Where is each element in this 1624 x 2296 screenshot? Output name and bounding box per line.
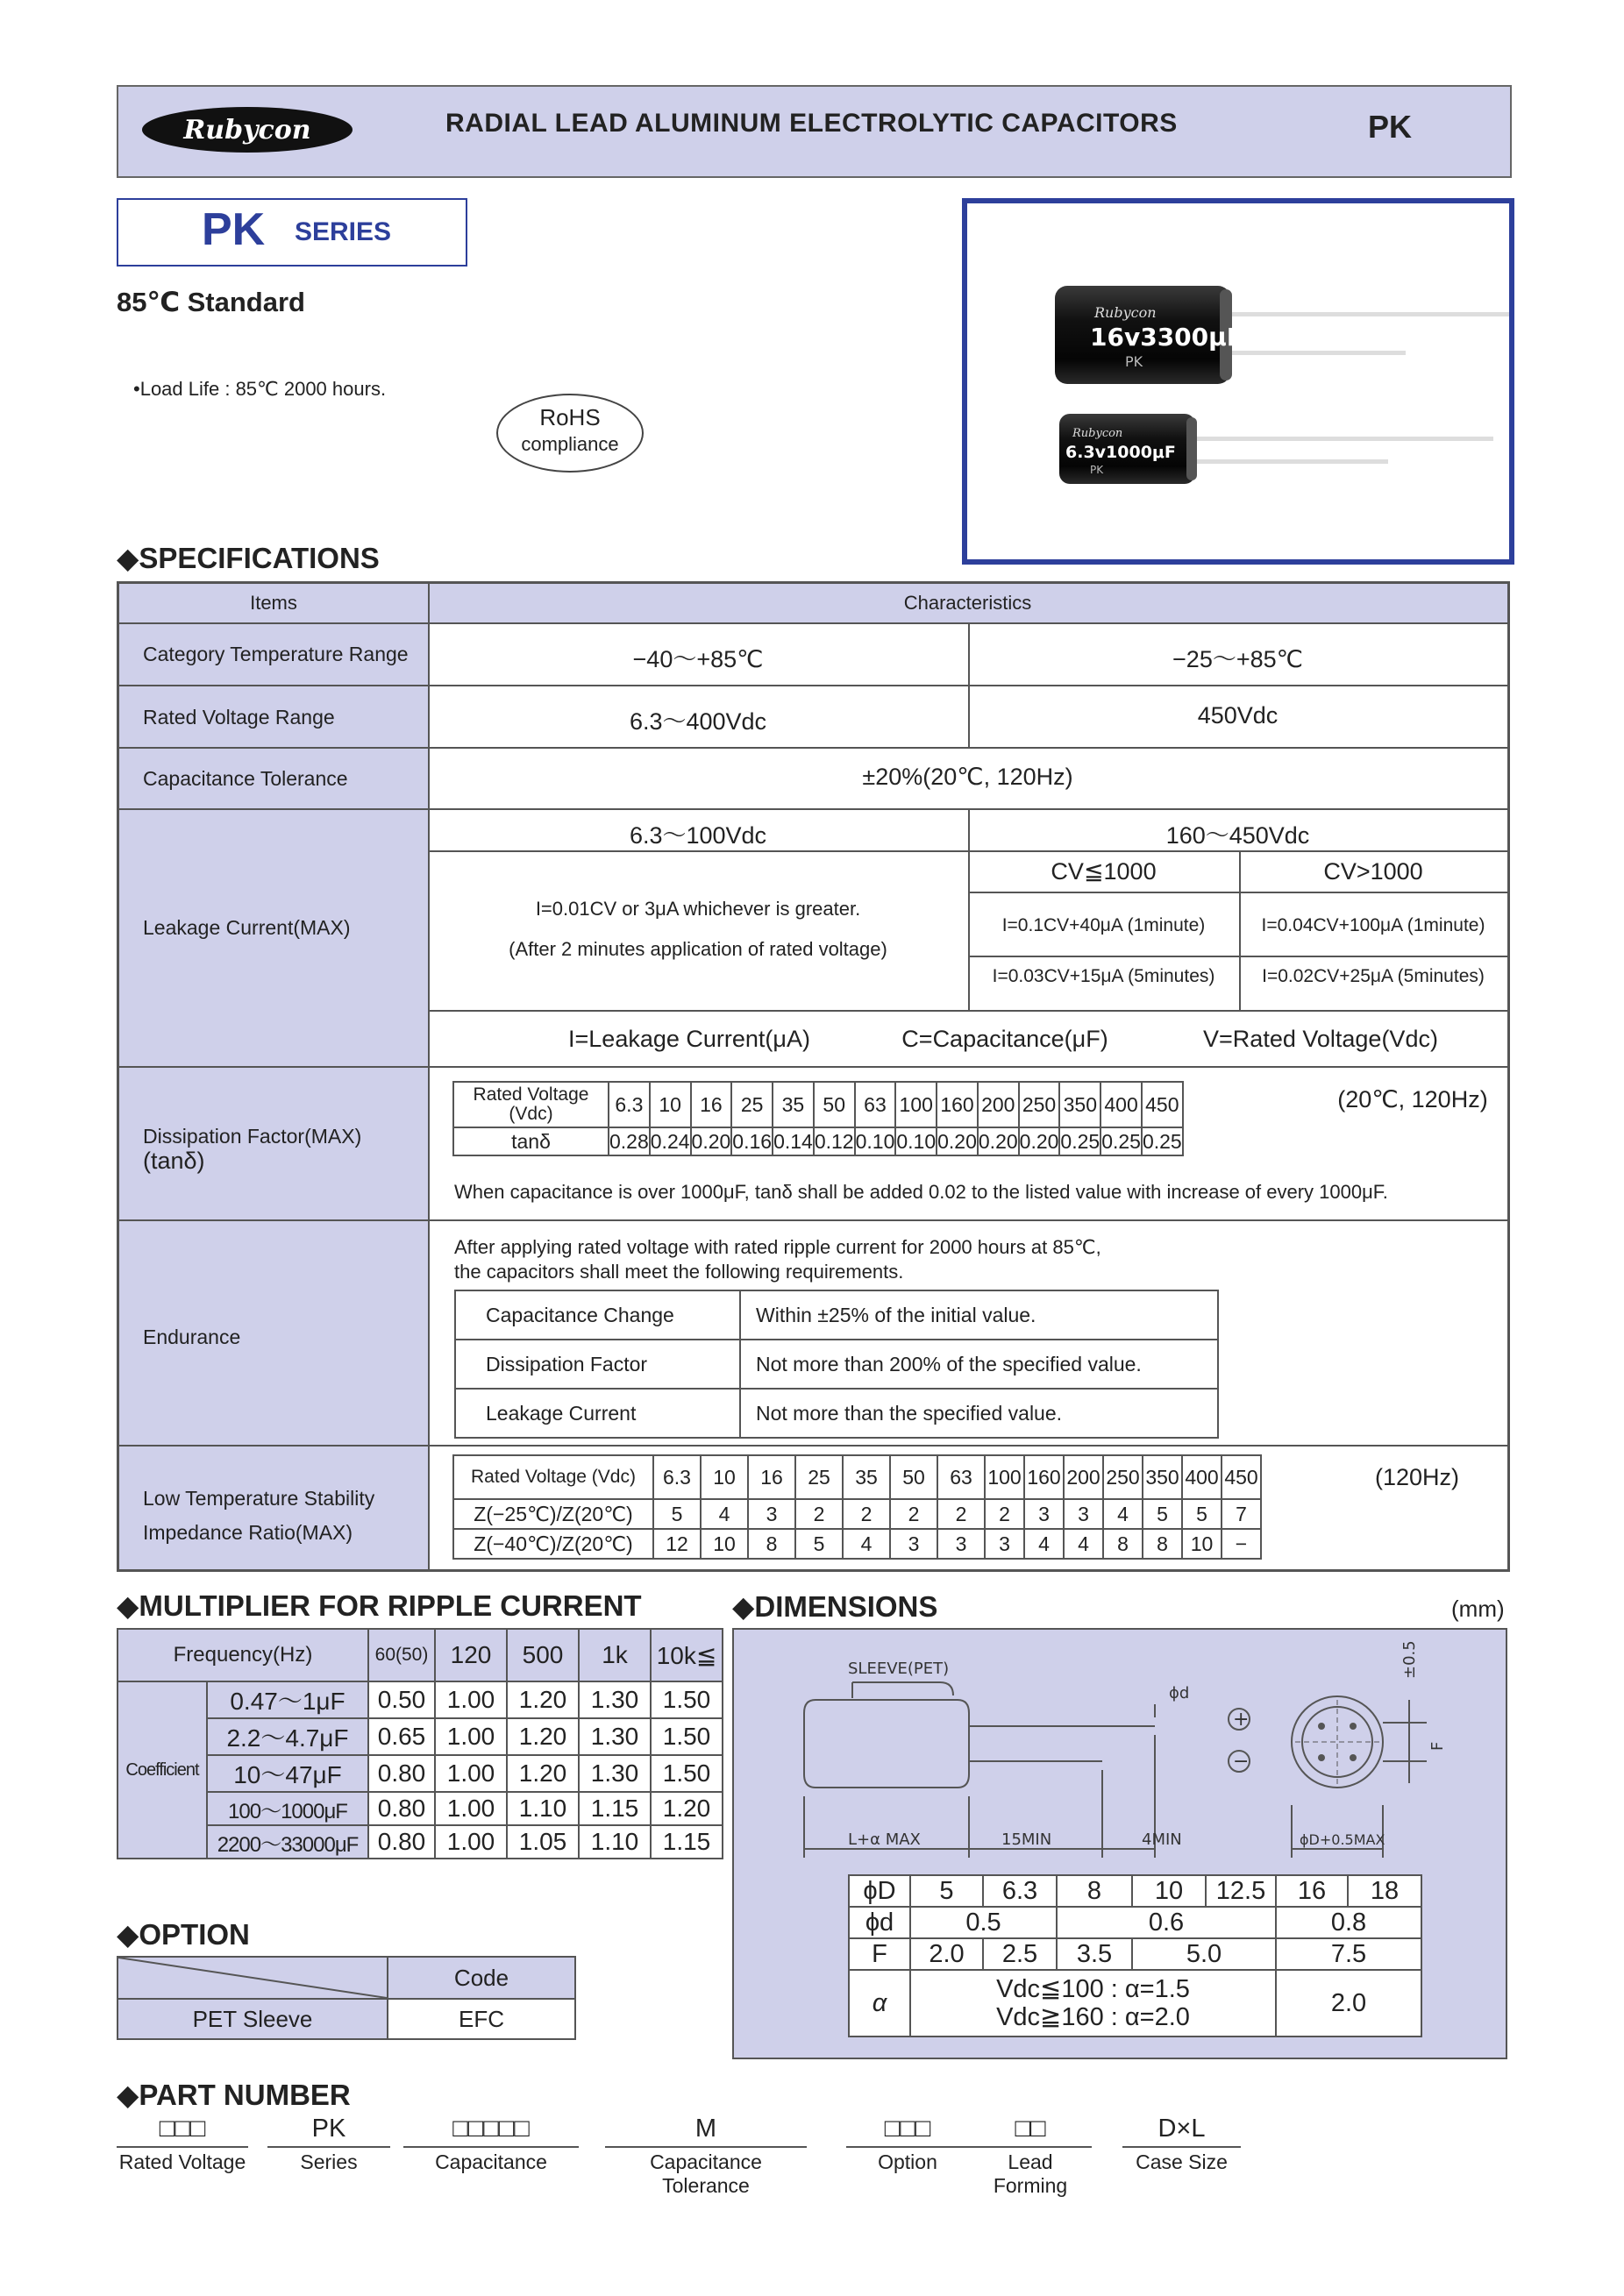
dim-F-value: 5.0 [1132,1938,1276,1970]
df-voltage: 35 [773,1082,814,1127]
lt-r2-value: 10 [1182,1529,1222,1559]
rohs-badge [496,394,644,473]
capacitor-illustration [967,203,1509,559]
part-number-heading: ◆PART NUMBER [117,2079,351,2111]
dim-F-value: 7.5 [1276,1938,1421,1970]
lt-voltage: 160 [1024,1455,1064,1499]
df-tan-value: 0.10 [855,1127,896,1155]
df-tan-value: 0.24 [650,1127,691,1155]
part-number-code: □□□ [117,2115,248,2148]
df-voltage: 100 [895,1082,937,1127]
cv-high-1min: I=0.04CV+100μA (1minute) [1261,915,1485,935]
lt-r1-value: 2 [795,1499,843,1529]
dim-phiD-value: 18 [1348,1875,1421,1907]
lt-r2-label: Z(−40℃)/Z(20℃) [453,1529,653,1559]
option-code: EFC [388,1999,575,2039]
lt-voltage: 350 [1143,1455,1182,1499]
ripple-coefficient: 1.20 [507,1755,579,1792]
ripple-cap-range: 2200〜33000μF [207,1825,368,1859]
lowtemp-label2: Impedance Ratio(MAX) [143,1521,353,1544]
ripple-heading: ◆MULTIPLIER FOR RIPPLE CURRENT [117,1589,642,1622]
cv-low-5min: I=0.03CV+15μA (5minutes) [992,966,1215,986]
cap1-brand: Rubycon [1094,304,1157,321]
lt-voltage: 200 [1064,1455,1103,1499]
ripple-table [117,1628,723,1859]
ripple-coefficient: 1.00 [435,1792,507,1825]
part-number-code: PK [267,2115,390,2148]
ripple-coefficient: 0.65 [368,1718,435,1755]
rohs-line1: RoHS [539,404,601,430]
df-voltage: 350 [1059,1082,1100,1127]
ripple-cap-range: 2.2〜4.7μF [207,1718,368,1755]
df-voltage: 16 [691,1082,732,1127]
part-number-field [403,2115,579,2174]
lt-r1-label: Z(−25℃)/Z(20℃) [453,1499,653,1529]
lt-r1-value: 4 [701,1499,748,1529]
df-tan-value: 0.10 [895,1127,937,1155]
lt-voltage: 63 [937,1455,985,1499]
ripple-coefficient: 1.30 [579,1681,651,1718]
df-tan-value: 0.25 [1100,1127,1142,1155]
cv-low-1min: I=0.1CV+40μA (1minute) [1001,915,1206,935]
cv-low-label: CV≦1000 [1051,858,1157,885]
dim-F-value: 2.0 [910,1938,983,1970]
lt-r1-value: 5 [1182,1499,1222,1529]
df-note: When capacitance is over 1000μF, tanδ shall be added 0.02 to the listed value with increase of every 1000μF. [454,1181,1388,1203]
dimension-drawing [734,1630,1506,1858]
lt-r1-value: 3 [1024,1499,1064,1529]
df-tan-value: 0.25 [1059,1127,1100,1155]
df-tan-value: 0.20 [937,1127,978,1155]
dim-phid-value: 0.5 [910,1907,1057,1938]
dim-phid: ϕd [1169,1684,1190,1702]
lt-r2-value: 5 [795,1529,843,1559]
def-capacitance: C=Capacitance(μF) [901,1026,1108,1052]
lt-r1-value: 7 [1222,1499,1261,1529]
df-voltage: 25 [731,1082,773,1127]
lt-r2-value: 12 [653,1529,701,1559]
lt-r1-value: 3 [1064,1499,1103,1529]
header-title: RADIAL LEAD ALUMINUM ELECTROLYTIC CAPACITORS [445,109,1178,138]
part-number-label: Capacitance Tolerance [650,2150,762,2197]
df-voltage: 10 [650,1082,691,1127]
df-tan-value: 0.14 [773,1127,814,1155]
specifications-heading: ◆SPECIFICATIONS [117,542,380,574]
cap2-series: PK [1090,464,1104,476]
part-number-code: D×L [1122,2115,1241,2148]
lt-voltage: 250 [1103,1455,1143,1499]
dim-tolerance: ±0.5 [1400,1640,1419,1679]
lt-r1-value: 2 [843,1499,890,1529]
dim-F-value: 3.5 [1057,1938,1132,1970]
def-leakage: I=Leakage Current(μA) [568,1026,810,1052]
ripple-freq: 500 [507,1629,579,1681]
tolerance-label: Capacitance Tolerance [143,767,348,790]
ripple-cap-range: 10〜47μF [207,1755,368,1792]
dim-alpha-value [910,1970,1276,2037]
ripple-cap-range: 0.47〜1μF [207,1681,368,1718]
df-voltage: 450 [1142,1082,1183,1127]
df-label: Dissipation Factor(MAX) [143,1125,362,1148]
ripple-freq: 10k≦ [651,1629,723,1681]
dim-alpha-line1: Vdc≦100 : α=1.5 [996,1975,1190,2003]
ripple-coefficient: 1.20 [507,1681,579,1718]
endurance-criteria: Within ±25% of the initial value. [740,1290,1218,1340]
df-label-tan: (tanδ) [143,1148,205,1174]
endurance-intro1: After applying rated voltage with rated ripple current for 2000 hours at 85℃, [454,1236,1101,1258]
leakage-label: Leakage Current(MAX) [143,916,351,939]
lt-r2-value: 8 [748,1529,795,1559]
ripple-coefficient: 1.00 [435,1755,507,1792]
endurance-criteria: Not more than the specified value. [740,1389,1218,1438]
ripple-coefficient: 1.15 [651,1825,723,1859]
lt-voltage: 50 [890,1455,937,1499]
dim-phiD-value: 12.5 [1206,1875,1276,1907]
dim-lmax: L+α MAX [848,1830,921,1849]
endurance-criteria: Not more than 200% of the specified value. [740,1340,1218,1389]
df-voltage: 400 [1100,1082,1142,1127]
leakage-low-range: 6.3〜100Vdc [629,822,767,849]
ripple-coefficient: 1.50 [651,1681,723,1718]
lowtemp-table [452,1454,1262,1560]
lowtemp-condition: (120Hz) [1374,1464,1460,1490]
tolerance-value: ±20%(20℃, 120Hz) [862,764,1073,790]
dim-alpha-line2: Vdc≧160 : α=2.0 [996,2003,1190,2031]
series-name: PK [202,204,266,255]
leakage-low-text1: I=0.01CV or 3μA whichever is greater. [535,898,861,920]
ripple-coefficient: 1.10 [507,1792,579,1825]
lt-r2-value: 3 [985,1529,1024,1559]
standard-label: 85℃ Standard [117,287,305,317]
lt-voltage: 16 [748,1455,795,1499]
lt-r1-value: 2 [985,1499,1024,1529]
endurance-table [454,1290,1219,1439]
part-number-field [605,2115,807,2198]
endurance-item: Capacitance Change [455,1290,740,1340]
cv-high-label: CV>1000 [1323,858,1423,885]
lt-r2-value: 4 [1064,1529,1103,1559]
rubycon-logo [140,105,355,154]
leakage-high-range: 160〜450Vdc [1165,822,1310,849]
part-number-field [117,2115,248,2174]
part-number-field [267,2115,390,2174]
df-voltage: 200 [978,1082,1019,1127]
cap1-rating: 16v3300μF [1090,323,1243,352]
dim-alpha-label: α [849,1970,910,2037]
part-number-label: Lead Forming [993,2150,1068,2197]
voltage-value-b: 450Vdc [1197,702,1279,729]
dimension-table [848,1874,1422,2037]
df-tan-value: 0.20 [1019,1127,1060,1155]
df-tan-value: 0.20 [978,1127,1019,1155]
ripple-coefficient: 1.15 [579,1792,651,1825]
header-series-code: PK [1368,109,1413,145]
dim-phiD-value: 10 [1132,1875,1206,1907]
ripple-coefficient: 0.80 [368,1825,435,1859]
ripple-coefficient: 0.50 [368,1681,435,1718]
ripple-freq: 1k [579,1629,651,1681]
dim-sleeve: SLEEVE(PET) [848,1660,950,1678]
df-tan-value: 0.12 [814,1127,855,1155]
part-number-label: Option [878,2150,937,2173]
endurance-intro2: the capacitors shall meet the following requirements. [454,1261,904,1283]
leakage-low-text2: (After 2 minutes application of rated voltage) [509,938,887,960]
lt-voltage: 400 [1182,1455,1222,1499]
svg-text:Rubycon: Rubycon [183,115,311,146]
dim-phiD-value: 6.3 [983,1875,1057,1907]
load-life-note: •Load Life : 85℃ 2000 hours. [133,378,387,400]
ripple-coefficient: 0.80 [368,1792,435,1825]
ripple-coefficient: 1.00 [435,1681,507,1718]
dim-4min: 4MIN [1142,1830,1182,1849]
part-number-label: Rated Voltage [118,2150,246,2173]
part-number-field [846,2115,969,2174]
dim-phiD-value: 16 [1276,1875,1348,1907]
lt-r2-value: 4 [843,1529,890,1559]
specifications-table [117,581,1510,1572]
option-corner-diagonal [118,1958,387,1998]
lt-voltage: 6.3 [653,1455,701,1499]
ripple-freq: 60(50) [368,1629,435,1681]
dim-phid-label: ϕd [849,1907,910,1938]
df-condition: (20℃, 120Hz) [1337,1086,1488,1112]
lowtemp-label1: Low Temperature Stability [143,1487,375,1510]
option-corner [118,1957,388,1999]
lt-voltage: 10 [701,1455,748,1499]
ripple-coefficient: 1.20 [507,1718,579,1755]
part-number-label: Series [300,2150,358,2173]
ripple-freq-label: Frequency(Hz) [118,1629,368,1681]
lt-voltage: 100 [985,1455,1024,1499]
dim-phiD-value: 5 [910,1875,983,1907]
lt-r2-value: 8 [1143,1529,1182,1559]
endurance-label: Endurance [143,1326,241,1348]
lt-r2-value: 4 [1024,1529,1064,1559]
dim-phiD-value: 8 [1057,1875,1132,1907]
col-characteristics: Characteristics [903,592,1032,614]
spec-items-bg [119,622,428,1569]
dim-f: F [1428,1741,1447,1751]
part-number-field [1122,2115,1241,2174]
part-number-code: M [605,2115,807,2148]
lt-r1-value: 3 [748,1499,795,1529]
part-number-code: □□ [969,2115,1092,2148]
ripple-coefficient: 1.00 [435,1718,507,1755]
ripple-coefficient: 1.05 [507,1825,579,1859]
df-tan-value: 0.16 [731,1127,773,1155]
dim-F-label: F [849,1938,910,1970]
option-code-label: Code [388,1957,575,1999]
ripple-coefficient: 1.20 [651,1792,723,1825]
dim-F-value: 2.5 [983,1938,1057,1970]
ripple-coefficient: 1.30 [579,1755,651,1792]
dim-minus: − [1233,1751,1250,1773]
series-box [117,198,467,267]
lt-r2-value: 3 [890,1529,937,1559]
lt-r1-value: 2 [937,1499,985,1529]
ripple-coefficient: 0.80 [368,1755,435,1792]
cv-high-5min: I=0.02CV+25μA (5minutes) [1262,966,1485,986]
lt-r2-value: 3 [937,1529,985,1559]
df-tan-label: tanδ [453,1127,609,1155]
lt-voltage: 35 [843,1455,890,1499]
series-word: SERIES [295,217,392,246]
dimensions-heading: ◆DIMENSIONS [732,1590,938,1623]
df-tan-value: 0.20 [691,1127,732,1155]
endurance-item: Dissipation Factor [455,1340,740,1389]
ripple-coefficient: 1.00 [435,1825,507,1859]
lt-rv-label: Rated Voltage (Vdc) [453,1455,653,1499]
ripple-cap-range: 100〜1000μF [207,1792,368,1825]
product-photo [962,198,1514,565]
temp-value-b: −25〜+85℃ [1172,646,1303,672]
df-voltage: 250 [1019,1082,1060,1127]
ripple-coefficient: 1.10 [579,1825,651,1859]
lt-voltage: 25 [795,1455,843,1499]
dim-phiD: ϕD+0.5MAX [1300,1831,1385,1848]
cap2-brand: Rubycon [1072,427,1123,440]
endurance-item: Leakage Current [455,1389,740,1438]
part-number-code: □□□ [846,2115,969,2148]
lt-voltage: 450 [1222,1455,1261,1499]
temp-label: Category Temperature Range [143,643,409,665]
part-number-label: Capacitance [435,2150,547,2173]
part-number-label: Case Size [1136,2150,1228,2173]
dim-plus: + [1233,1709,1250,1731]
df-voltage: 63 [855,1082,896,1127]
option-heading: ◆OPTION [117,1918,250,1951]
dim-phiD-label: ϕD [849,1875,910,1907]
option-table [117,1956,576,2040]
ripple-coefficient-label: Coefficient [118,1681,207,1859]
temp-value-a: −40〜+85℃ [632,646,764,672]
dim-phid-value: 0.6 [1057,1907,1276,1938]
df-voltage: 160 [937,1082,978,1127]
lt-r1-value: 5 [653,1499,701,1529]
df-tan-value: 0.28 [609,1127,650,1155]
ripple-coefficient: 1.50 [651,1718,723,1755]
dim-15min: 15MIN [1001,1830,1052,1849]
lt-r1-value: 2 [890,1499,937,1529]
lt-r2-value: 8 [1103,1529,1143,1559]
rohs-line2: compliance [521,433,619,455]
option-item: PET Sleeve [118,1999,388,2039]
ripple-freq: 120 [435,1629,507,1681]
voltage-label: Rated Voltage Range [143,706,335,729]
part-number-code: □□□□□ [403,2115,579,2148]
part-number-field [969,2115,1092,2198]
lt-r2-value: 10 [701,1529,748,1559]
lt-r1-value: 4 [1103,1499,1143,1529]
df-tan-value: 0.25 [1142,1127,1183,1155]
ripple-coefficient: 1.30 [579,1718,651,1755]
voltage-value-a: 6.3〜400Vdc [629,708,767,735]
cap1-series: PK [1125,353,1143,370]
lt-r2-value: − [1222,1529,1261,1559]
lt-r1-value: 5 [1143,1499,1182,1529]
df-voltage: 50 [814,1082,855,1127]
dimensions-unit: (mm) [1451,1596,1505,1622]
df-rv-label: Rated Voltage (Vdc) [453,1082,609,1127]
dim-phid-value: 0.8 [1276,1907,1421,1938]
dim-alpha-value-large: 2.0 [1276,1970,1421,2037]
def-voltage: V=Rated Voltage(Vdc) [1203,1026,1438,1052]
ripple-coefficient: 1.50 [651,1755,723,1792]
df-voltage: 6.3 [609,1082,650,1127]
col-items: Items [250,592,297,614]
df-table [452,1081,1184,1156]
cap2-rating: 6.3v1000μF [1065,443,1176,462]
